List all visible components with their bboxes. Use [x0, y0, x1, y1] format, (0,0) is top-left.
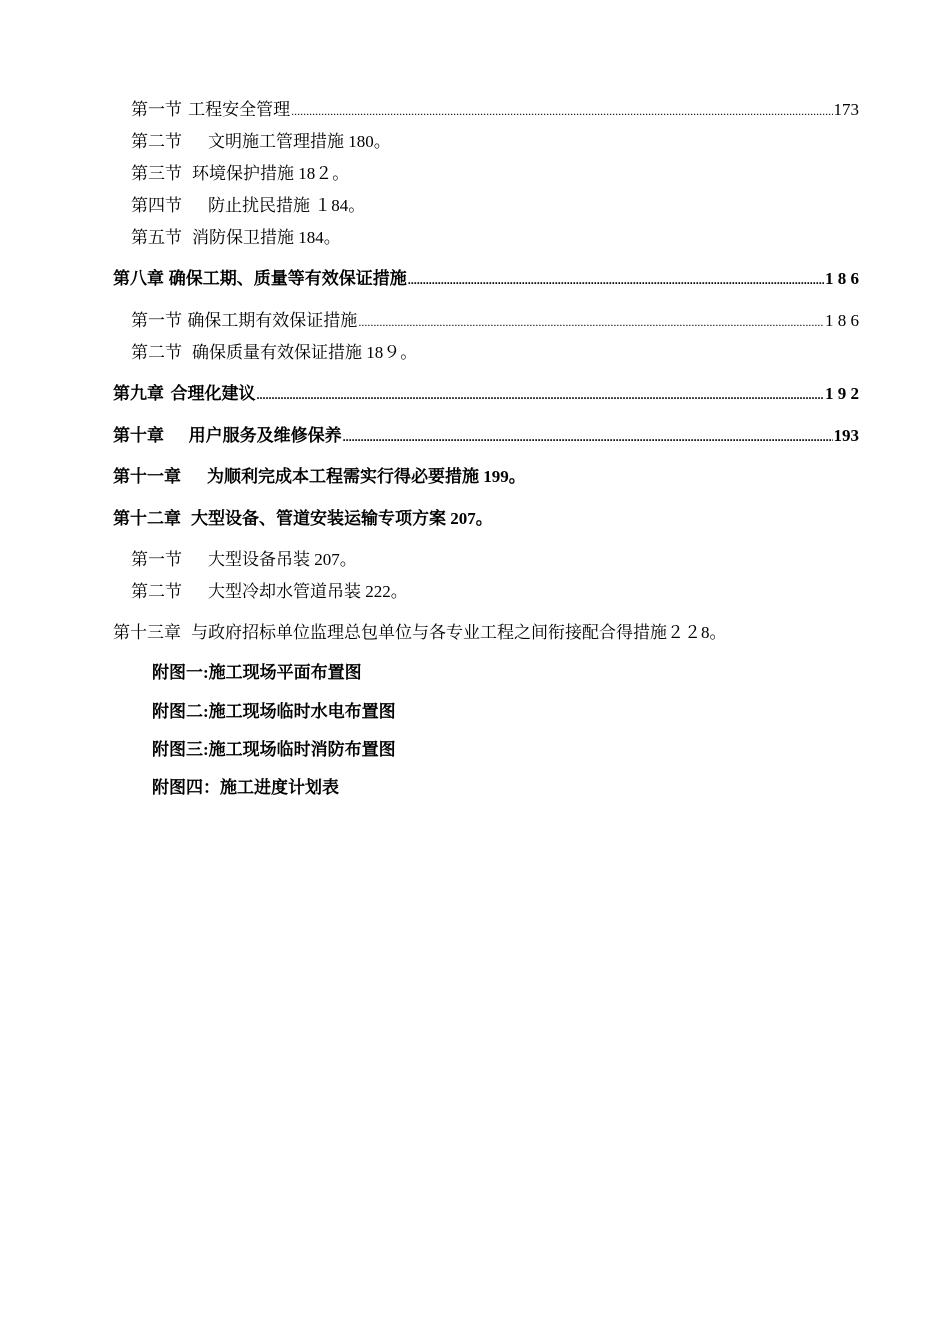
toc-title: 合理化建议 [170, 384, 256, 403]
toc-title: 大型设备吊装 207。 [208, 550, 357, 569]
toc-label: 第八章 [113, 269, 164, 288]
toc-label: 第二节 [131, 582, 182, 601]
toc-title: 防止扰民措施 １84。 [208, 196, 366, 215]
appendix-figure-4[interactable]: 附图四：施工进度计划表 [152, 778, 339, 797]
toc-entry-chapter-10[interactable] [113, 424, 859, 449]
toc-page-number: 1 8 6 [825, 311, 859, 330]
toc-label: 第十三章 [113, 623, 181, 642]
toc-label: 第一节 [131, 311, 182, 330]
toc-entry-chapter-9[interactable] [113, 382, 859, 407]
toc-title: 大型冷却水管道吊装 222。 [208, 582, 408, 601]
toc-entry-chapter-12[interactable] [113, 507, 859, 531]
toc-label: 第十一章 [113, 467, 181, 486]
toc-leader [408, 268, 824, 292]
toc-leader [343, 425, 833, 449]
toc-leader [256, 383, 824, 407]
toc-title: 确保工期、质量等有效保证措施 [168, 269, 407, 288]
toc-entry-section-1[interactable] [131, 98, 859, 123]
appendix-figure-1[interactable]: 附图一:施工现场平面布置图 [152, 663, 362, 682]
toc-page-number: 173 [833, 100, 859, 119]
toc-entry-chapter-11[interactable] [113, 465, 859, 489]
toc-title: 确保工期有效保证措施 [187, 311, 358, 330]
toc-entry-section-3[interactable] [131, 162, 859, 186]
toc-title: 文明施工管理措施 180。 [208, 132, 391, 151]
toc-page-number: 1 8 6 [825, 269, 859, 288]
toc-label: 第十二章 [113, 509, 181, 528]
toc-title: 用户服务及维修保养 [188, 426, 342, 445]
toc-title: 为顺利完成本工程需实行得必要措施 199。 [207, 467, 526, 486]
toc-label: 第二节 [131, 343, 182, 362]
toc-entry-chapter-12-section-1[interactable] [131, 548, 859, 572]
toc-title: 消防保卫措施 184。 [192, 228, 341, 247]
toc-leader [358, 310, 824, 334]
toc-entry-chapter-8[interactable] [113, 267, 859, 292]
toc-title: 大型设备、管道安装运输专项方案 207。 [191, 509, 493, 528]
toc-leader [291, 99, 832, 123]
toc-entry-section-4[interactable] [131, 194, 859, 218]
toc-entry-chapter-8-section-2[interactable] [131, 341, 859, 365]
toc-entry-section-5[interactable] [131, 226, 859, 250]
toc-label: 第一节 [131, 550, 182, 569]
toc-page-number: 193 [833, 426, 859, 445]
toc-label: 第一节 [131, 100, 182, 119]
toc-page-number: 1 9 2 [825, 384, 859, 403]
toc-label: 第十章 [113, 426, 164, 445]
toc-entry-chapter-12-section-2[interactable] [131, 580, 859, 604]
toc-label: 第九章 [113, 384, 164, 403]
toc-title: 确保质量有效保证措施 18９。 [192, 343, 418, 362]
toc-label: 第三节 [131, 164, 182, 183]
toc-entry-chapter-13[interactable] [113, 621, 873, 645]
toc-entry-section-2[interactable] [131, 130, 859, 154]
toc-label: 第二节 [131, 132, 182, 151]
toc-title: 工程安全管理 [188, 100, 291, 119]
toc-title: 与政府招标单位监理总包单位与各专业工程之间衔接配合得措施２２8。 [191, 623, 727, 642]
appendix-figure-3[interactable]: 附图三:施工现场临时消防布置图 [152, 740, 396, 759]
toc-entry-chapter-8-section-1[interactable] [131, 309, 859, 334]
toc-label: 第五节 [131, 228, 182, 247]
toc-title: 环境保护措施 18２。 [192, 164, 350, 183]
toc-label: 第四节 [131, 196, 182, 215]
appendix-figure-2[interactable]: 附图二:施工现场临时水电布置图 [152, 702, 396, 721]
